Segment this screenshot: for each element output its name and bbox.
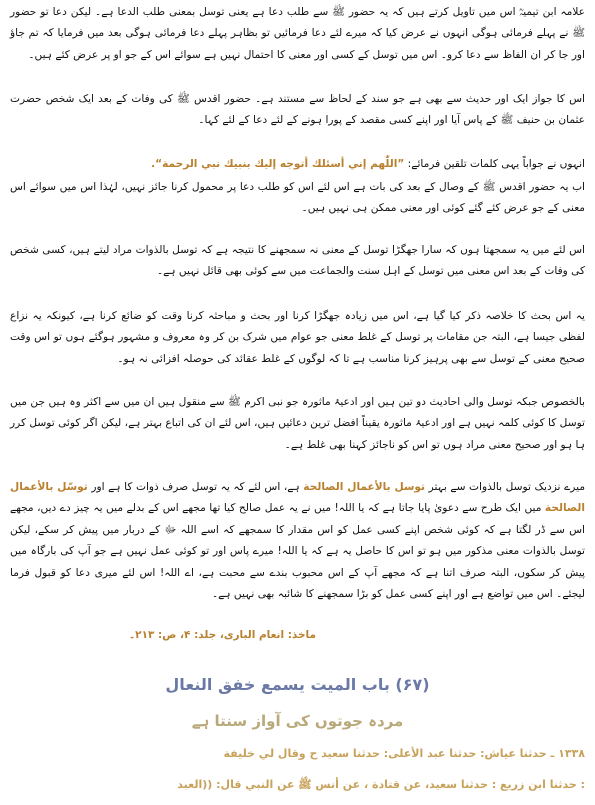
hadith-chain-line-2-text: : حدثنا ابن زريع : حدثنا سعيد، عن قتادة ، عن أنس ﷺ عن النبي قال: ((العبد [177, 778, 585, 791]
paragraph-6-text: یہ اس بحث کا خلاصہ ذکر کیا گیا ہے، اس میں زیادہ جھگڑا کرنا اور بحث و مباحثہ کرنا وقت کو ضائع کرنا ہے، کیونکہ یہ نزاع لفظی جیسا ہے، البتہ جن مقامات پر توسل کے غلط معنی جو عوام میں شرک بن کر وہ معروف و مشہور ہوگئے ہوں تو اس وقت صحیح معنی کے توسل سے بھی پرہیز کرنا مناسب ہے تا کہ لوگوں کے غلط عقائد کی حوصلہ افزائی نہ ہو۔ [10, 310, 585, 365]
paragraph-5 [10, 240, 585, 283]
chapter-urdu-title [0, 712, 595, 730]
source-reference [10, 629, 585, 641]
chapter-heading [0, 675, 595, 694]
arabic-quote: ”اللّٰهم إني أسئلك أتوجه إليك بنبيك نبي الرحمة“. [151, 158, 405, 170]
paragraph-3-text: انہوں نے جواباً یہی کلمات تلقین فرمائے: [407, 158, 585, 170]
paragraph-7-text: بالخصوص جبکہ توسل والی احادیث دو تین ہیں اور ادعیۂ ماثورہ جو نبی اکرم ﷺ سے منقول ہیں ان میں سے اکثر وہ ہیں جن میں توسل کا کوئی کلمہ نہیں ہے اور ادعیۂ ماثورہ یقیناً افضل ترین دعائیں ہیں، اس لئے ان کی اتباع بہتر ہے، لیکن اگر کوئی توسل کرر ہا ہو اور صحیح معنی مراد ہوں تو اس کو ناجائز کہنا بھی غلط ہے۔ [10, 396, 585, 451]
hadith-chain-line-2 [10, 778, 585, 794]
source-reference-text: ماخذ: انعام الباری، جلد: ۴، ص: ۲۱۳۔ [129, 629, 316, 641]
paragraph-2-text: اس کا جواز ایک اور حدیث سے بھی ہے جو سند کے لحاظ سے مستند ہے۔ حضور اقدس ﷺ کی وفات کے بعد ایک شخص حضرت عثمان بن حنیف ﷺ کے پاس آیا اور اپنے کسی مقصد کے پورا ہونے کے لئے دعا کے لئے کہا۔ [10, 93, 585, 127]
paragraph-8-text-a: میرے نزدیک توسل بالذوات سے بہتر [428, 481, 585, 493]
paragraph-4 [10, 177, 585, 220]
paragraph-1-text: علامہ ابن تیمیہؒ اس میں تاویل کرتے ہیں کہ یہ حضور ﷺ سے طلب دعا ہے یعنی توسل بمعنی طلب الدعا ہے۔ لیکن دعا تو حضور ﷺ نے پہلے فرمائی ہوگی انہوں نے عرض کیا کہ میرے لئے دعا فرمائیں تو بظاہر پہلے دعا فرمائی ہوگی بعد میں فرمایا کہ تم جاؤ اور جا کر ان الفاظ سے دعا کرو۔ اس میں توسل کے کسی اور معنی کا احتمال نہیں ہے سوائے اس کے جو او پر عرض کئے ہیں۔ [10, 6, 585, 61]
paragraph-2 [10, 89, 585, 132]
hadith-chain-line-1-text: ۱۳۳۸ ـ حدثنا عياش: حدثنا عبد الأعلى: حدثنا سعيد ح وقال لي خليفة [223, 747, 585, 760]
paragraph-1 [10, 2, 585, 66]
paragraph-4-text: اب یہ حضور اقدس ﷺ کے وصال کے بعد کی بات ہے اس لئے اس کو طلب دعا پر محمول کرنا جائز نہیں، لہٰذا اس میں سوائے اس معنی کے جو عرض کئے گئے کوئی اور معنی ممکن ہی نہیں ہیں۔ [10, 181, 585, 215]
paragraph-6 [10, 306, 585, 370]
paragraph-8-term-1: توسل بالأعمال الصالحة [303, 481, 426, 493]
paragraph-8-text-c: میں ایک طرح سے دعویٰ پایا جاتا ہے کہ یا اللہ! میں نے یہ عمل صالح کیا تھا مجھے اس کے بدلے میں یہ چیز دے دیں، مجھے اس سے ڈر لگتا ہے کہ کوئی شخص اپنے کسی عمل کو اس مقدار کا سمجھے کہ اسے اللہ ﷻ کے دربار میں پیش کر سکے، لیکن توسل بالذوات معنی مذکور میں ہو تو اس کا حاصل یہ ہے کہ یا اللہ! میرے پاس اور تو کوئی عمل نہیں ہے جو آپ کی بارگاہ میں پیش کر سکوں، البتہ صرف اتنا ہے کہ مجھے آپ کے اس محبوب بندے سے محبت ہے، اے اللہ! اس لئے میری دعا کو قبول فرما لیجئے۔ اس میں تواضع ہے اور اپنے کسی عمل کو بڑا سمجھنے کا شائبہ بھی نہیں ہے۔ [10, 502, 585, 601]
paragraph-8-text-b: ہے، اس لئے کہ یہ توسل صرف ذوات کا ہے اور [91, 481, 300, 493]
paragraph-5-text: اس لئے میں یہ سمجھتا ہوں کہ سارا جھگڑا توسل کے معنی نہ سمجھنے کا نتیجہ ہے کہ توسل بالذوات مراد لیتے ہیں، کسی شخص کی وفات کے بعد اس معنی میں توسل کے اہل سنت والجماعت میں سے کوئی بھی قائل نہیں ہے۔ [10, 244, 585, 278]
hadith-chain-line-1 [10, 747, 585, 760]
paragraph-7 [10, 392, 585, 456]
paragraph-8 [10, 477, 585, 605]
chapter-urdu-title-text: مردہ جوتوں کی آواز سنتا ہے [191, 712, 404, 730]
chapter-heading-text: (۶۷) باب الميت يسمع خفق النعال [165, 675, 430, 694]
paragraph-8-term-2: توسّل بالأعمال الصالحة [10, 481, 585, 515]
paragraph-3 [10, 154, 585, 175]
